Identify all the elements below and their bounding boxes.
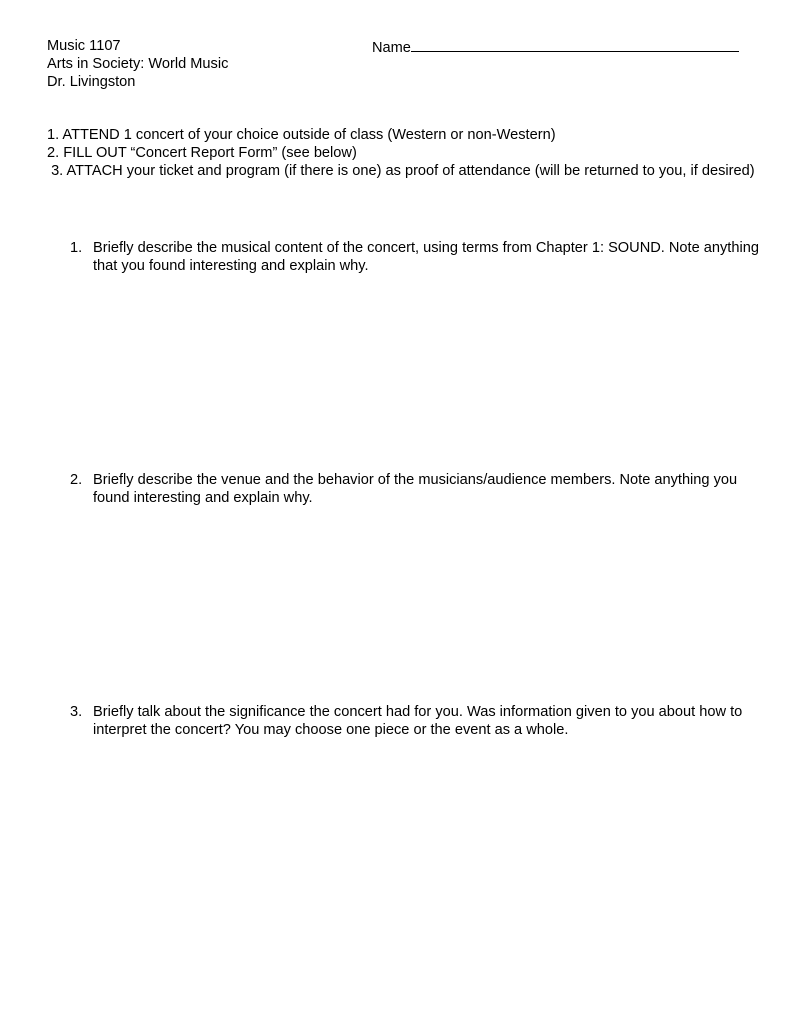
name-blank-line[interactable] — [411, 37, 739, 52]
instruction-attend: 1. ATTEND 1 concert of your choice outside of class (Western or non-Western) — [47, 127, 556, 143]
question-number: 3. — [70, 704, 83, 720]
name-label: Name — [372, 40, 411, 56]
question-text: Briefly describe the musical content of the concert, using terms from Chapter 1: SOUND. Note anything that you found interesting and explain why. — [93, 240, 759, 274]
question-2 — [70, 471, 760, 507]
question-3 — [70, 703, 760, 739]
instruction-fill-out: 2. FILL OUT “Concert Report Form” (see below) — [47, 145, 357, 161]
instructions-list — [47, 126, 759, 180]
question-number: 2. — [70, 472, 83, 488]
instructor-name: Dr. Livingston — [47, 74, 136, 90]
question-number: 1. — [70, 240, 83, 256]
course-number: Music 1107 — [47, 38, 121, 54]
instruction-attach: 3. ATTACH your ticket and program (if there is one) as proof of attendance (will be returned to you, if desired) — [47, 163, 755, 179]
course-title: Arts in Society: World Music — [47, 56, 229, 72]
question-text: Briefly describe the venue and the behavior of the musicians/audience members. Note anything you found interesting and explain why. — [93, 472, 738, 506]
question-text: Briefly talk about the significance the concert had for you. Was information given to you about how to interpret the concert? You may choose one piece or the event as a whole. — [93, 704, 743, 738]
name-field — [372, 37, 739, 57]
course-header — [47, 37, 347, 91]
question-1 — [70, 239, 760, 275]
